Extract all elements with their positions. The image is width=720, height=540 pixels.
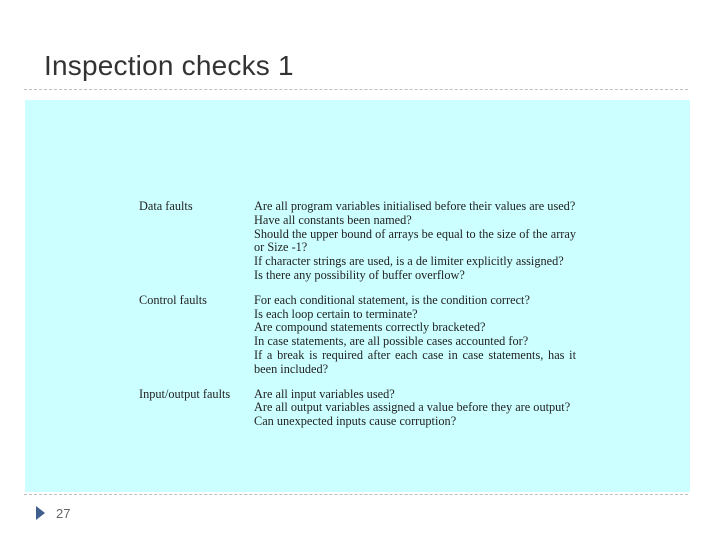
slide-title: Inspection checks 1 (44, 50, 294, 81)
check-question: If character strings are used, is a de limiter explicitly assigned? (254, 254, 564, 269)
check-question: Are all input variables used? (254, 386, 395, 401)
check-question: In case statements, are all possible cases accounted for? (254, 334, 529, 349)
check-row-control-faults (139, 294, 576, 388)
slide-marker-icon (36, 506, 45, 520)
check-row-data-faults (139, 200, 576, 294)
fault-class-label: Data faults (139, 199, 193, 213)
check-question: Can unexpected inputs cause corruption? (254, 414, 457, 429)
check-question: If a break is required after each case in case statements, has it been included? (254, 347, 576, 376)
inspection-checks-table (139, 200, 576, 429)
slide-number: 27 (56, 506, 71, 521)
fault-questions (254, 200, 576, 294)
check-question: Should the upper bound of arrays be equal to the size of the array or Size -1? (254, 226, 576, 255)
check-question: For each conditional statement, is the condition correct? (254, 292, 530, 307)
check-question: Are all output variables assigned a value before they are output? (254, 400, 571, 415)
check-question: Have all constants been named? (254, 212, 412, 227)
fault-class-label: Control faults (139, 292, 207, 307)
check-question: Are compound statements correctly bracketed? (254, 320, 486, 335)
title-divider (24, 89, 688, 90)
check-question: Is there any possibility of buffer overflow? (254, 267, 465, 282)
fault-questions (254, 388, 576, 429)
check-question: Are all program variables initialised before their values are used? (254, 199, 576, 213)
footer-divider (24, 494, 688, 495)
fault-class-label: Input/output faults (139, 386, 231, 401)
fault-questions (254, 294, 576, 388)
check-question: Is each loop certain to terminate? (254, 306, 418, 321)
check-row-io-faults (139, 388, 576, 429)
